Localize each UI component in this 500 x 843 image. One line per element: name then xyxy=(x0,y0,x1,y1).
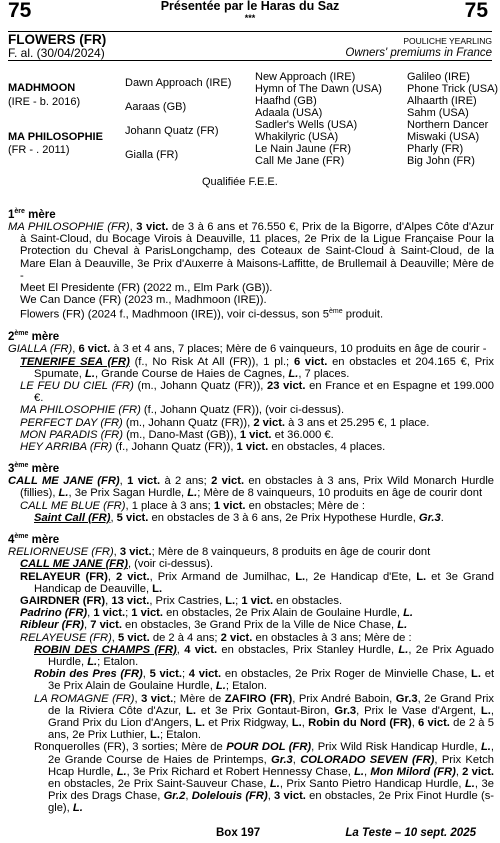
pedigree-gen3: Whakilyric (USA) xyxy=(255,131,339,143)
section-title-4th-dam: 4ème mère xyxy=(8,533,60,546)
pedigree-gen2: Gialla (FR) xyxy=(125,149,179,161)
produce-line: TENERIFE SEA (FR) (f., No Risk At All (FR)), 1 pl.; 6 vict. en obstacles et 204.165 €, Prix Spumate, L., Grande Course de Haies de Cagnes, L., 7 places. xyxy=(20,355,494,380)
pedigree-gen4: Big John (FR) xyxy=(407,155,475,167)
pedigree-gen3: Hymn of The Dawn (USA) xyxy=(255,83,382,95)
dam-info: (FR - . 2011) xyxy=(8,144,70,156)
pedigree-gen2: Dawn Approach (IRE) xyxy=(125,77,232,89)
produce-line: ROBIN DES CHAMPS (FR), 4 vict. en obstacles, Prix Stanley Hurdle, L., 2e Prix Aguado Hurdle, L.; Etalon. xyxy=(34,643,494,668)
produce-line: RELAYEUSE (FR), 5 vict. de 2 à 4 ans; 2 vict. en obstacles à 3 ans; Mère de : xyxy=(20,631,412,644)
produce-line: RELAYEUR (FR), 2 vict., Prix Armand de Jumilhac, L., 2e Handicap d'Ete, L. et 3e Grand Handicap de Deauville, L. xyxy=(20,570,495,595)
produce-line: LA ROMAGNE (FR), 3 vict.; Mère de ZAFIRO (FR), Prix André Baboin, Gr.3, 2e Grand Prix de la Riviera Côte d'Azur, L. et 3e Prix Gontaut-Biron, Gr.3, Prix le Vase d'Argent, L., Grand Prix du Lion d'Angers, L. et Prix Ridgway, L., Robin du Nord (FR), 6 vict. de 2 à 5 ans, 2e Prix Luthier, L.; Etalon. xyxy=(34,692,494,742)
pedigree-table xyxy=(0,70,500,190)
produce-line: PERFECT DAY (FR) (m., Johann Quatz (FR)), 2 vict. à 3 ans et 25.295 €, 1 place. xyxy=(20,416,430,429)
presented-by: Présentée par le Haras du Saz xyxy=(160,0,340,13)
birth-info: F. al. (30/04/2024) xyxy=(8,46,105,60)
pedigree-gen4: Miswaki (USA) xyxy=(407,131,480,143)
dam-paragraph: CALL ME JANE (FR), 1 vict. à 2 ans; 2 vict. en obstacles à 3 ans, Prix Wild Monarch Hurdle (fillies), L., 3e Prix Sagan Hurdle, L.; Mère de 8 vainqueurs, 10 produits en âge de courir dont xyxy=(8,475,495,500)
pedigree-gen4: Galileo (IRE) xyxy=(407,71,470,83)
produce-line: Meet El Presidente (FR) (2022 m., Elm Park (GB)). xyxy=(20,282,273,295)
pedigree-gen4: Phone Trick (USA) xyxy=(407,83,499,95)
dam-paragraph: RELIORNEUSE (FR), 3 vict.; Mère de 8 vainqueurs, 8 produits en âge de courir dont xyxy=(8,546,431,559)
pedigree-gen3: Sadler's Wells (USA) xyxy=(255,119,358,131)
section-title-1st-dam: 1ère mère xyxy=(8,208,56,221)
horse-name: FLOWERS (FR) xyxy=(8,32,107,47)
produce-line: We Can Dance (FR) (2023 m., Madhmoon (IRE)). xyxy=(20,294,267,307)
pedigree-gen3: Adaala (USA) xyxy=(255,107,323,119)
section-title-2nd-dam: 2ème mère xyxy=(8,330,60,344)
pedigree-gen3: Le Nain Jaune (FR) xyxy=(255,143,351,155)
produce-line: LE FEU DU CIEL (FR) (m., Johann Quatz (FR)), 23 vict. en France et en Espagne et 199.000 €. xyxy=(20,380,494,405)
pedigree-gen4: Alhaarth (IRE) xyxy=(407,95,477,107)
produce-line: CALL ME BLUE (FR), 1 place à 3 ans; 1 vict. en obstacles; Mère de : xyxy=(20,499,365,512)
sex-type: POULICHE YEARLING xyxy=(403,36,492,46)
produce-line: Padrino (FR), 1 vict.; 1 vict. en obstacles, 2e Prix Alain de Goulaine Hurdle, L. xyxy=(20,607,414,620)
produce-line: MA PHILOSOPHIE (FR) (f., Johann Quatz (FR)), (voir ci-dessus). xyxy=(20,404,345,417)
produce-line: MON PARADIS (FR) (m., Dano-Mast (GB)), 1 vict. et 36.000 €. xyxy=(20,428,334,441)
lot-number-left: 75 xyxy=(8,0,32,22)
owners-premiums: Owners' premiums in France xyxy=(345,47,492,59)
produce-line: CALL ME JANE (FR), (voir ci-dessus). xyxy=(20,558,214,571)
sale-location-date: La Teste – 10 sept. 2025 xyxy=(345,827,476,839)
pedigree-gen3: Haafhd (GB) xyxy=(255,95,317,107)
top-header xyxy=(0,0,500,28)
box-number: Box 197 xyxy=(216,827,261,839)
qualification: Qualifiée F.E.E. xyxy=(202,176,278,188)
produce-line: Ribleur (FR), 7 vict. en obstacles, 3e Grand Prix de la Ville de Nice Chase, L. xyxy=(20,619,408,632)
sire-name: MADHMOON xyxy=(8,82,76,94)
produce-line: GAIRDNER (FR), 13 vict., Prix Castries, L.; 1 vict. en obstacles. xyxy=(20,594,343,607)
pedigree-gen3: Call Me Jane (FR) xyxy=(255,155,345,167)
produce-line: HEY ARRIBA (FR) (f., Johann Quatz (FR)), 1 vict. en obstacles, 4 places. xyxy=(20,441,386,454)
horse-name-bar xyxy=(8,31,492,61)
produce-line: Ronquerolles (FR), 3 sorties; Mère de POUR DOL (FR), Prix Wild Risk Handicap Hurdle, L., 2e Grande Course de Haies de Printemps, Gr.3, COLORADO SEVEN (FR), Prix Ketch Hcap Hurdle, L., 3e Prix Richard et Robert Hennessy Chase, L., Mon Milord (FR), 2 vict. en obstacles, 2e Prix Saint-Sauveur Chase, L., Prix Santo Pietro Handicap Hurdle, L., 3e Prix des Drags Chase, Gr.2, Dolelouis (FR), 3 vict. en obstacles, 2e Prix Finot Hurdle (s-gle), L. xyxy=(34,741,495,815)
produce-line: Flowers (FR) (2024 f., Madhmoon (IRE)), voir ci-dessus, son 5ème produit. xyxy=(20,308,384,322)
dam-name: MA PHILOSOPHIE xyxy=(8,131,103,143)
section-title-3rd-dam: 3ème mère xyxy=(8,462,60,476)
pedigree-gen2: Johann Quatz (FR) xyxy=(125,125,219,137)
lot-number-right: 75 xyxy=(464,0,488,22)
stars: *** xyxy=(244,13,256,23)
catalogue-body xyxy=(8,199,494,815)
pedigree-gen2: Aaraas (GB) xyxy=(125,101,187,113)
produce-line: Saint Call (FR), 5 vict. en obstacles de 3 à 6 ans, 2e Prix Hypothese Hurdle, Gr.3. xyxy=(34,511,444,524)
pedigree-gen4: Pharly (FR) xyxy=(407,143,464,155)
dam-paragraph: GIALLA (FR), 6 vict. à 3 et 4 ans, 7 places; Mère de 6 vainqueurs, 10 produits en âge de courir - xyxy=(8,343,487,356)
sire-info: (IRE - b. 2016) xyxy=(8,96,81,108)
dam-paragraph: MA PHILOSOPHIE (FR), 3 vict. de 3 à 6 ans et 76.550 €, Prix de la Bigorre, d'Alpes Côte d'Azur à Saint-Cloud, du Bocage Virois à Deauville, 11 places, 2e Prix de la Ligue Française Pour la Protection du Cheval à ParisLongchamp, des Coteaux de Saint-Cloud à Saint-Cloud, de la Mare Elan à Deauville, 3e Prix d'Auxerre à Maisons-Laffitte, de Brullemail à Deauville; Mère de - xyxy=(8,221,495,282)
pedigree-gen3: New Approach (IRE) xyxy=(255,71,356,83)
produce-line: Robin des Pres (FR), 5 vict.; 4 vict. en obstacles, 2e Prix Roger de Minvielle Chase, L. et 3e Prix Alain de Goulaine Hurdle, L.; Etalon. xyxy=(34,668,495,693)
pedigree-gen4: Northern Dancer xyxy=(407,119,489,131)
pedigree-gen4: Sahm (USA) xyxy=(407,107,469,119)
